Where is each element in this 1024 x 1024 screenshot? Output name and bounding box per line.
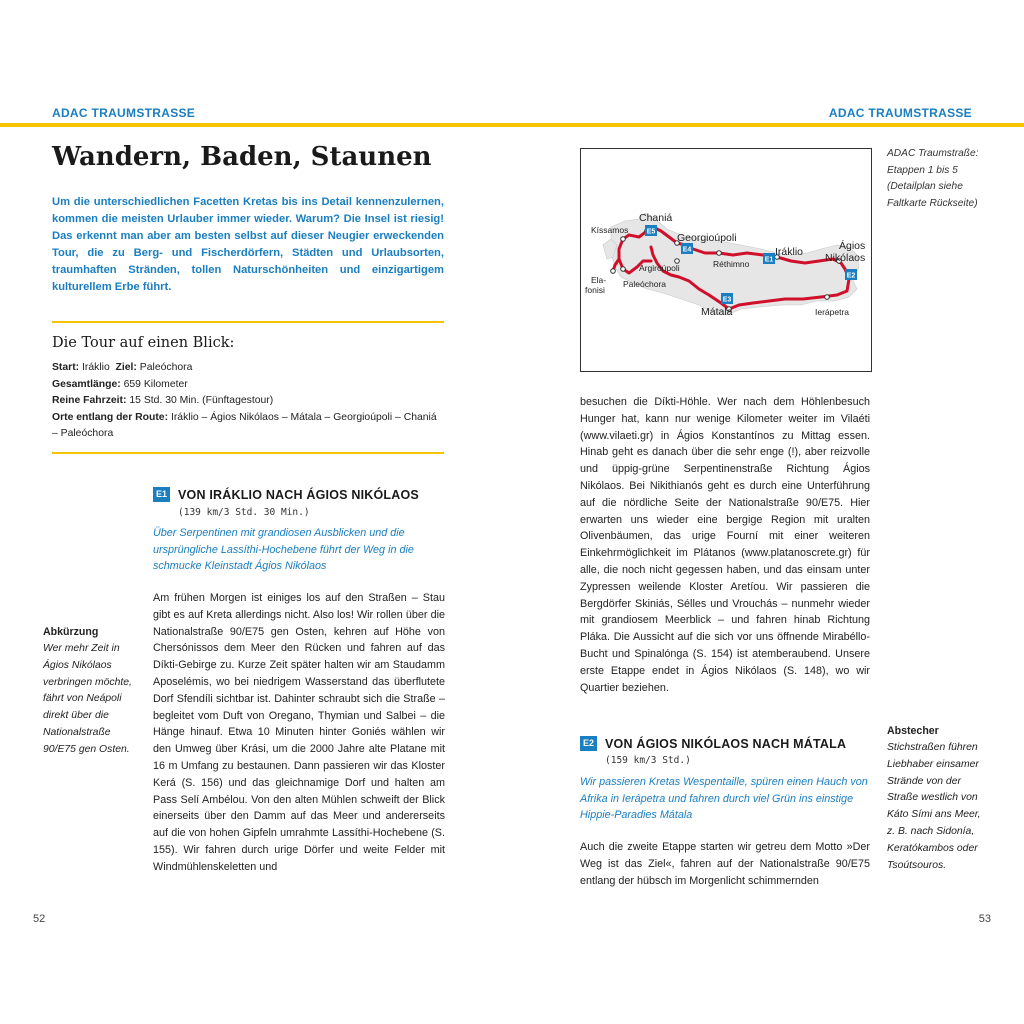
map-badge-e2: E2 [846, 272, 856, 280]
page-number-right: 53 [978, 913, 991, 925]
stage-badge-e1: E1 [153, 487, 170, 502]
section-e1-body: Am frühen Morgen ist einiges los auf den Straßen – Stau gibt es auf Kreta allerdings nicht. Also los! Wir rollen über die Nationalstraße 90/E75 gen Osten, kehren auf Höhe von Chersónissos dem Meer den Rücken und fahren auf das Díkti-Gebirge zu. Kurze Zeit später halten wir am Staudamm Aposelémis, wo bei niedrigem Wasserstand das überflutete Dorf Sfendíli sichtbar ist. Dahinter schraubt sich die Straße – begleitet vom Duft von Oregano, Thymian und Salbei – die Hänge hinauf. Etwa 10 Minuten hinter Goniés wählen wir den Umweg über Krási, um die 2000 Jahre alte Platane mit 16 m Umfang zu bestaunen. Dann passieren wir das Kloster Kerá (S. 156) und das gleichnamige Dorf und halten am Pass Selí Ambélou. Von den alten Mühlen schweift der Blick einerseits über den Damm auf das Meer und andererseits auf die von hohen Gipfeln umrahmte Lassíthi-Hochebene (S. 155). Wir fahren durch urige Dörfer und weite Felder mit Windmühlenskeletten und [153, 592, 445, 873]
length-label: Gesamtlänge: [52, 378, 121, 390]
divider-bottom [52, 452, 444, 454]
stage-badge-e2: E2 [580, 736, 597, 751]
divider-top [52, 321, 444, 323]
sidebar-left-title: Abkürzung [43, 626, 99, 638]
section-e2-body: Auch die zweite Etappe starten wir getreu dem Motto »Der Weg ist das Ziel«, fahren auf der Nationalstraße 90/E75 entlang der hübsch im Morgenlicht schimmernden [580, 841, 870, 887]
label-paleochora: Paleóchora [623, 279, 667, 289]
map-badge-e1: E1 [764, 256, 774, 264]
label-agios: Ágios [839, 240, 866, 252]
route-label: Orte entlang der Route: [52, 411, 169, 423]
label-rethimno: Réthimno [713, 259, 750, 269]
label-iraklio: Iráklio [775, 246, 804, 258]
section-e1-body-continued: besuchen die Díkti-Höhle. Wer nach dem Höhlenbesuch Hunger hat, kann nur wenige Kilometer weiter im Vilaéti (www.vilaeti.gr) in Ágios Konstantínos zu Mittag essen. Hinab geht es danach über die sehr enge (!), aber reizvolle und üppig-grüne Serpentinenstraße Richtung Ágios Nikólaos. Bei Nikithianós geht es durch eine Unterführung auf die nördliche Seite der Nationalstraße 90/E75. Hier erwarten uns wieder eine bergige Region mit uralten Olivenbäumen, das urige Fourní mit einer weiteren Einkehrmöglichkeit im Plátanos (www.platanoscrete.gr) für alle, die noch nicht gegessen haben, und das einsam unter Zypressen weilende Kloster Aretíou. Wir passieren die Bergdörfer Skiniás, Sélles und Vrouchás – nunmehr wieder mit grandiosem Meerblick – und fahren hinab Richtung Pláka. Die Aussicht auf die sich vor uns öffnende Mirabéllo-Bucht und Spinalónga (S. 154) ist atemberaubend. Unsere erste Etappe endet in Ágios Nikólaos (S. 148), wo wir Quartier beziehen. [580, 396, 870, 694]
town-dot-rethimno [717, 251, 722, 256]
tour-heading: Die Tour auf einen Blick: [52, 335, 235, 351]
tour-summary [52, 360, 444, 443]
town-dot-ierapetra [825, 295, 830, 300]
length-value: 659 Kilometer [123, 378, 188, 390]
map-caption: ADAC Traumstraße: Etappen 1 bis 5 (Detailplan siehe Faltkarte Rückseite) [887, 148, 979, 209]
town-dot-elafonisi [611, 269, 616, 274]
label-kissamos: Kíssamos [591, 225, 629, 235]
town-dot-paleochora [621, 267, 626, 272]
section-e1-distance: (139 km/3 Std. 30 Min.) [178, 507, 310, 518]
crete-map-svg [581, 149, 871, 371]
section-e2-distance: (159 km/3 Std.) [605, 755, 691, 766]
section-e2-title: VON ÁGIOS NIKÓLAOS NACH MÁTALA [605, 736, 847, 751]
route-map [580, 148, 872, 372]
start-value: Iráklio [82, 362, 110, 373]
sidebar-right-title: Abstecher [887, 725, 939, 737]
map-badge-e5: E5 [646, 228, 656, 236]
header-rule [0, 123, 1024, 127]
map-badge-e3: E3 [722, 296, 732, 304]
sidebar-left-text: Wer mehr Zeit in Ágios Nikólaos verbringen möchte, fährt von Neápoli direkt über die Nationalstraße 90/E75 gen Osten. [43, 643, 132, 755]
time-value: 15 Std. 30 Min. (Fünftagestour) [129, 395, 274, 406]
intro-paragraph: Um die unterschiedlichen Facetten Kretas bis ins Detail kennenzulernen, kommen die meisten Urlauber immer wieder. Warum? Die Insel ist riesig! Das erkennt man aber am besten selbst auf dieser Neugier erweckenden Tour, die zu Berg- und Fischerdörfern, Städten und Urlaubsorten, traumhaften Stränden, tollen Naturschönheiten und einzigartigem kulturellem Erbe führt. [52, 196, 444, 293]
ziel-value: Paleóchora [139, 362, 193, 373]
section-e2-header [580, 736, 846, 751]
running-header-right: ADAC TRAUMSTRASSE [828, 106, 972, 120]
sidebar-right-text: Stichstraßen führen Liebhaber einsamer Strände von der Straße westlich von Káto Sími ans Meer, z. B. nach Sidonía, Keratókambos oder Tsoútsouros. [887, 742, 981, 871]
label-georgioupoli: Georgioúpoli [677, 232, 737, 244]
label-ierapetra: Ierápetra [815, 307, 850, 317]
label-nikolaos: Nikólaos [825, 252, 866, 264]
label-matala: Mátala [701, 306, 733, 318]
section-e1-lead: Über Serpentinen mit grandiosen Ausblicken und die ursprüngliche Lassíthi-Hochebene führt der Weg in die schmucke Kleinstadt Ágios Nikólaos [153, 527, 414, 572]
time-label: Reine Fahrzeit: [52, 395, 127, 406]
map-badge-e4: E4 [682, 246, 692, 254]
label-elafonisi-2: fonisi [585, 285, 605, 295]
start-label: Start: [52, 362, 80, 373]
town-dot-kissamos [621, 237, 626, 242]
route-value: Iráklio – Ágios Nikólaos – Mátala – Georgioúpoli – Chaniá – Paleóchora [52, 411, 437, 439]
running-header-left: ADAC TRAUMSTRASSE [52, 106, 196, 120]
section-e1-title: VON IRÁKLIO NACH ÁGIOS NIKÓLAOS [178, 487, 419, 502]
label-chania: Chaniá [639, 212, 673, 224]
ziel-label: Ziel: [115, 362, 137, 373]
section-e2-lead: Wir passieren Kretas Wespentaille, spüren einen Hauch von Afrika in Ierápetra und fahren durch viel Grün ins einstige Hippie-Paradies Mátala [580, 776, 868, 821]
label-argiroupoli: Argiroúpoli [639, 263, 680, 273]
label-elafonisi-1: Ela- [591, 275, 607, 285]
section-e1-header [153, 487, 419, 502]
page-number-left: 52 [33, 913, 46, 925]
page-title: Wandern, Baden, Staunen [52, 142, 432, 172]
